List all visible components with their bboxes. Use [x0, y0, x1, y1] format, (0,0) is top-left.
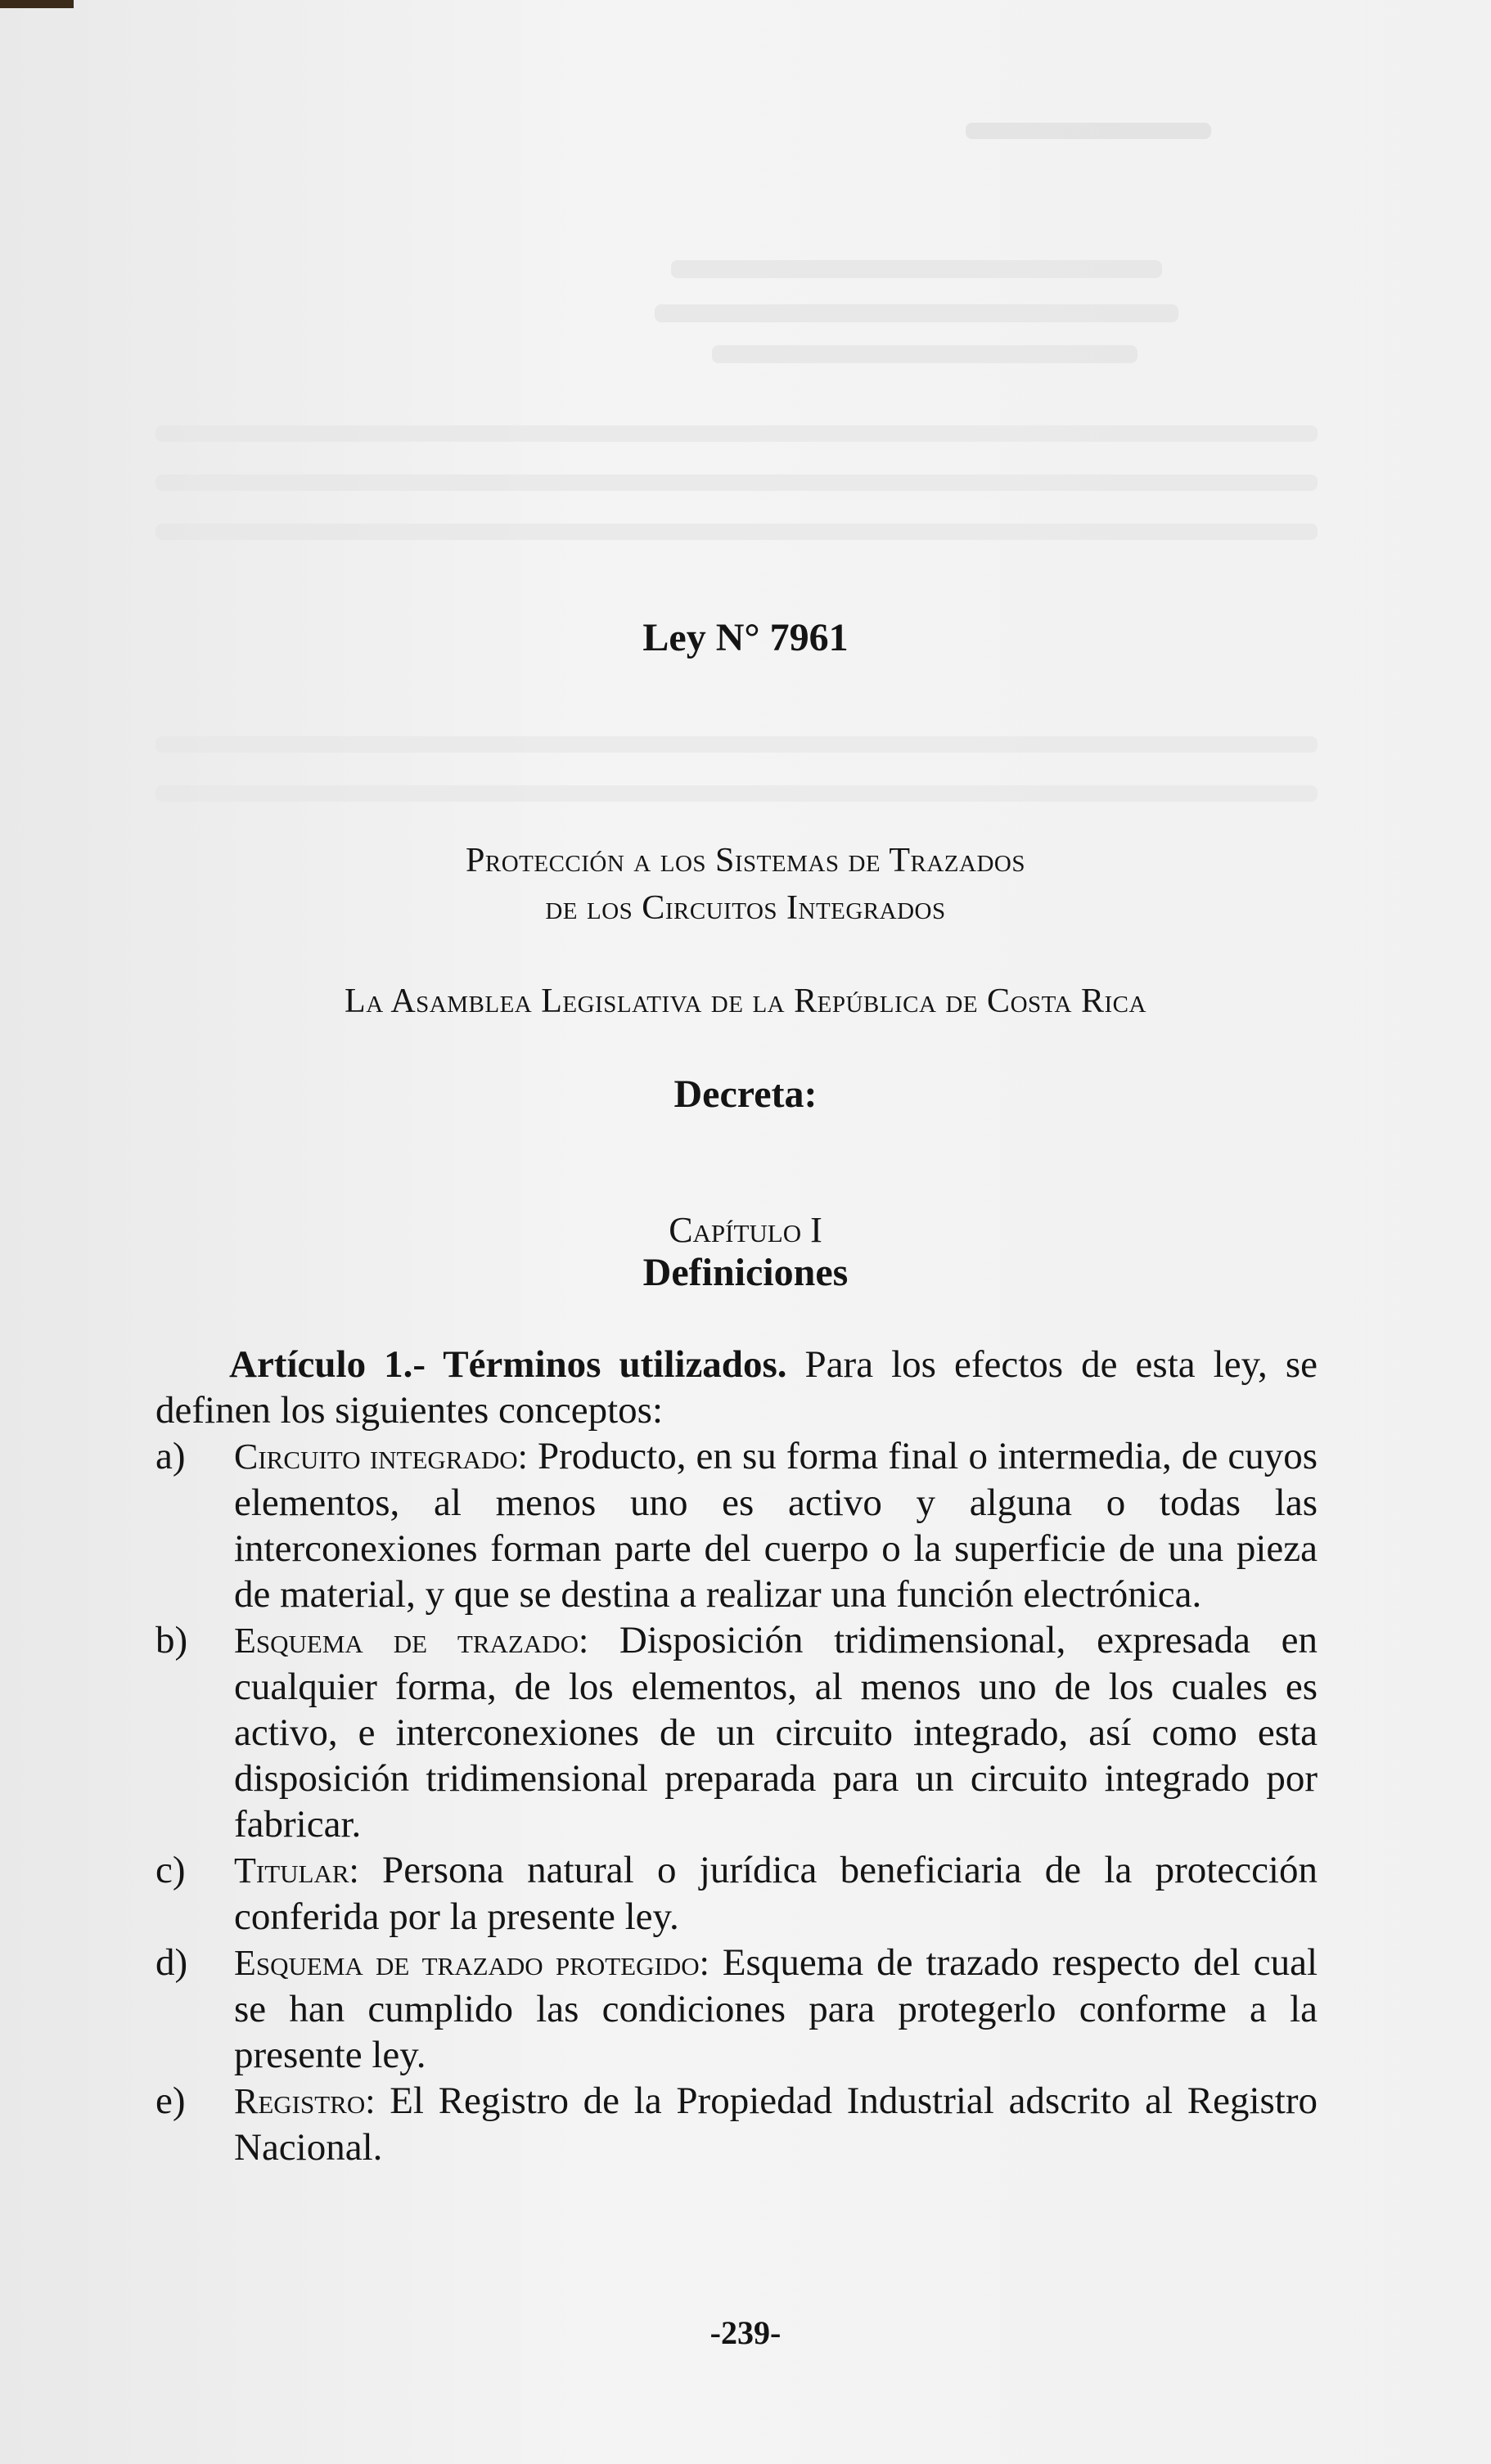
- definition-letter: d): [155, 1941, 188, 1984]
- definition-item: [155, 2078, 1318, 2170]
- chapter-label: Capítulo I: [669, 1210, 822, 1250]
- definitions-list: [155, 1433, 1318, 2170]
- article-paragraph: [155, 1342, 1318, 1433]
- definition-letter: b): [155, 1619, 188, 1661]
- law-title: Ley N° 7961: [642, 616, 849, 659]
- definition-term: Registro:: [234, 2081, 376, 2121]
- show-through-line: [671, 260, 1162, 278]
- definition-term: Esquema de trazado protegido:: [234, 1943, 709, 1983]
- definition-term: Circuito integrado:: [234, 1437, 528, 1477]
- definition-letter: a): [155, 1435, 186, 1477]
- page-corner-mark: [0, 0, 74, 8]
- show-through-line: [655, 304, 1178, 322]
- show-through-line: [966, 123, 1211, 139]
- chapter-title: Definiciones: [642, 1251, 849, 1294]
- definition-letter: c): [155, 1849, 186, 1891]
- definition-item: [155, 1433, 1318, 1617]
- show-through-line: [155, 524, 1318, 540]
- definition-term: Titular:: [234, 1850, 359, 1891]
- definition-text: Persona natural o jurídica beneficiaria de la protección conferida por la presente ley.: [234, 1849, 1318, 1938]
- assembly-line: La Asamblea Legislativa de la República de Costa Rica: [345, 982, 1146, 1020]
- definition-text: Producto, en su forma final o intermedia, de cuyos elementos, al menos uno es activo y alguna o todas las interconexiones forman parte del cuerpo o la superficie de una pieza de material, y que se destina a realizar una función electrónica.: [234, 1435, 1318, 1616]
- article-heading: Artículo 1.- Términos utilizados.: [229, 1343, 787, 1386]
- definition-item: [155, 1940, 1318, 2078]
- decree-heading: Decreta:: [673, 1072, 818, 1116]
- show-through-line: [155, 785, 1318, 802]
- definition-text: Disposición tridimensional, expresada en cualquier forma, de los elementos, al menos uno de los cuales es activo, e interconexiones de un circuito integrado, así como esta disposición tridimensional preparada para un circuito integrado por fabricar.: [234, 1619, 1318, 1846]
- show-through-line: [155, 736, 1318, 753]
- page-number: -239-: [709, 2314, 782, 2351]
- show-through-line: [155, 425, 1318, 442]
- definition-term: Esquema de trazado:: [234, 1621, 589, 1661]
- definition-text: El Registro de la Propiedad Industrial adscrito al Registro Nacional.: [234, 2080, 1318, 2169]
- subtitle-line-2: de los Circuitos Integrados: [545, 889, 946, 927]
- show-through-line: [155, 474, 1318, 491]
- definition-text: Esquema de trazado respecto del cual se han cumplido las condiciones para protegerlo conforme a la presente ley.: [234, 1941, 1318, 2076]
- definition-item: [155, 1847, 1318, 1940]
- subtitle-line-1: Protección a los Sistemas de Trazados: [466, 842, 1025, 879]
- show-through-line: [712, 345, 1137, 363]
- definition-letter: e): [155, 2080, 186, 2122]
- article-text: Para los efectos de esta ley, se definen los siguientes conceptos:: [155, 1343, 1318, 1432]
- definition-item: [155, 1617, 1318, 1847]
